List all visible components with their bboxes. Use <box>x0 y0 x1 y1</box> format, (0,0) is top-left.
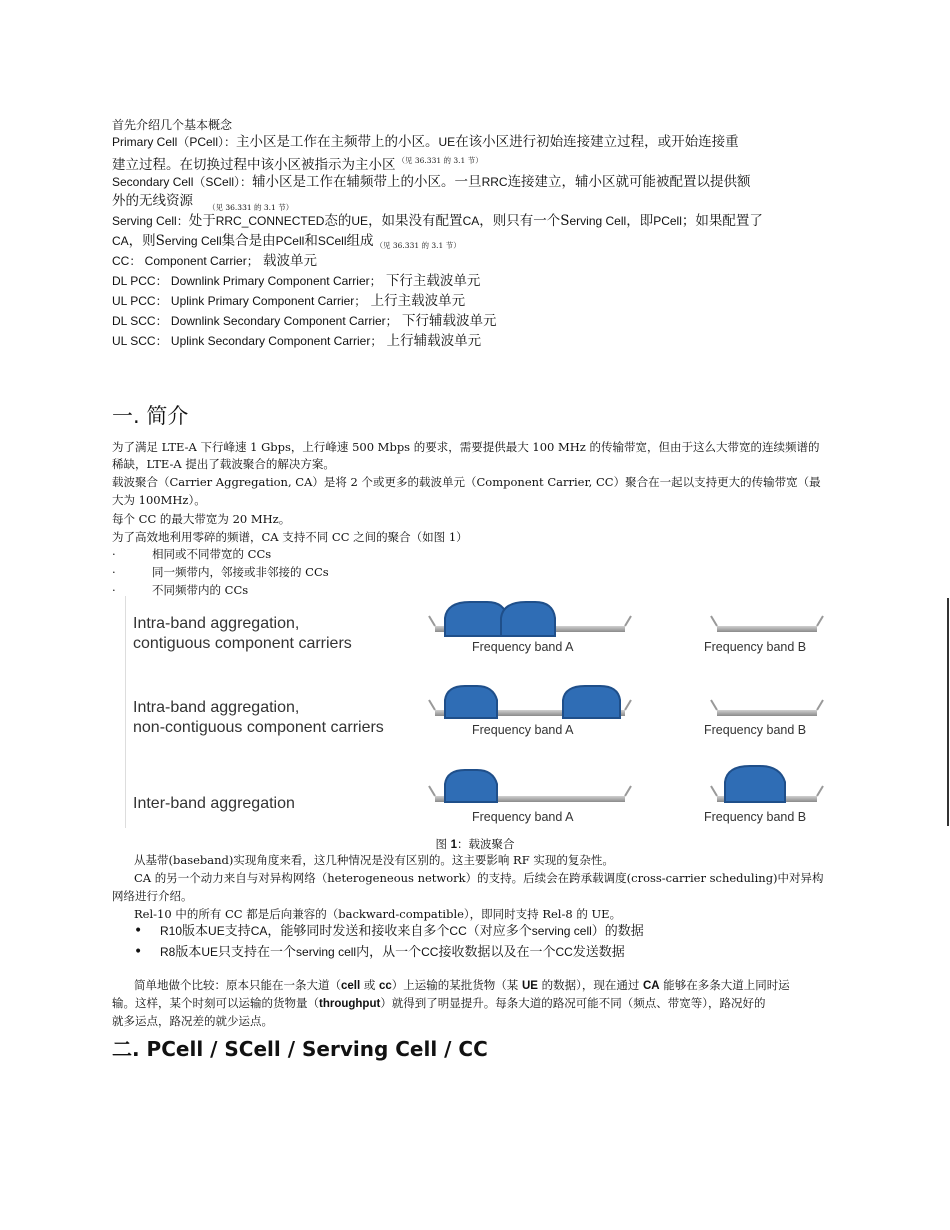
band-tick <box>817 786 823 796</box>
para-4: 为了高效地利用零碎的频谱，CA 支持不同 CC 之间的聚合（如图 1） <box>112 530 468 544</box>
figure-caption: 图 1：载波聚合 <box>435 837 515 851</box>
def-scell-ref: （见 36.331 的 3.1 节） <box>208 203 294 212</box>
list-item: · 不同频带内的 CCs <box>112 583 249 597</box>
para-1b: 稀缺，LTE-A 提出了载波聚合的解决方案。 <box>112 457 335 471</box>
band-b-label: Frequency band B <box>704 640 807 654</box>
bullet-r8: • R8版本UE只支持在一个serving cell内，从一个CC接收数据以及在一个CC发送数据 <box>134 944 625 960</box>
para-3: 每个 CC 的最大带宽为 20 MHz。 <box>112 512 291 526</box>
def-dl-pcc: DL PCC： Downlink Primary Component Carrier； 下行主载波单元 <box>112 273 481 289</box>
para-8b: 输。这样，某个时刻可以运输的货物量（throughput）就得到了明显提升。每条大道的路况可能不同（频点、带宽等），路况好的 <box>112 996 766 1010</box>
list-item: · 同一频带内，邻接或非邻接的 CCs <box>112 565 329 579</box>
para-6b: 网络进行介绍。 <box>112 889 193 903</box>
band-a-label: Frequency band A <box>472 723 574 737</box>
list-item: · 相同或不同带宽的 CCs <box>112 547 272 561</box>
def-scell-line1: Secondary Cell（SCell）：辅小区是工作在辅频带上的小区。一旦RRC连接建立，辅小区就可能被配置以提供额 <box>112 174 751 190</box>
band-b-bar <box>717 626 817 632</box>
band-tick <box>817 700 823 710</box>
para-7: Rel-10 中的所有 CC 都是后向兼容的（backward-compatible），即同时支持 Rel-8 的 UE。 <box>134 907 622 921</box>
def-ul-pcc: UL PCC： Uplink Primary Component Carrier； 上行主载波单元 <box>112 293 466 309</box>
band-tick <box>711 616 717 626</box>
def-scell-line2: 外的无线资源 <box>112 193 193 209</box>
page-edge-rule <box>947 598 949 826</box>
component-carrier <box>445 602 507 636</box>
para-2b: 大为 100MHz）。 <box>112 493 206 507</box>
band-tick <box>817 616 823 626</box>
row1-label: Intra-band aggregation, contiguous component carriers <box>133 615 352 652</box>
figure-graphic <box>125 596 825 828</box>
band-tick <box>625 700 631 710</box>
para-2a: 载波聚合（Carrier Aggregation, CA）是将 2 个或更多的载波单元（Component Carrier, CC）聚合在一起以支持更大的传输带宽（最 <box>112 475 821 489</box>
band-tick <box>429 786 435 796</box>
carrier-aggregation-figure <box>125 596 825 828</box>
section-2-heading: 二. PCell / SCell / Serving Cell / CC <box>112 1037 488 1061</box>
band-b-label: Frequency band B <box>704 723 807 737</box>
intro-heading: 首先介绍几个基本概念 <box>112 118 233 132</box>
component-carrier <box>501 602 555 636</box>
def-pcell-line2: 建立过程。在切换过程中该小区被指示为主小区 $^{(见 36.331 的 3.1 节)}$ <box>112 156 483 173</box>
def-cc: CC： Component Carrier； 载波单元 <box>112 253 318 269</box>
def-pcell-line1: Primary Cell（PCell）：主小区是工作在主频带上的小区。UE在该小区进行初始连接建立过程，或开始连接重 <box>112 134 739 150</box>
row2-label: Intra-band aggregation, non-contiguous component carriers <box>133 699 384 736</box>
para-1a: 为了满足 LTE-A 下行峰速 1 Gbps，上行峰速 500 Mbps 的要求，需要提供最大 100 MHz 的传输带宽，但由于这么大带宽的连续频谱的 <box>112 440 820 454</box>
band-b-label: Frequency band B <box>704 810 807 824</box>
def-serving-line2: CA，则Serving Cell集合是由PCell和SCell组成 $_{(见 36.331 的 3.1 节)}$ <box>112 233 461 250</box>
component-carrier <box>445 770 497 802</box>
band-a-label: Frequency band A <box>472 810 574 824</box>
band-tick <box>625 616 631 626</box>
band-a-label: Frequency band A <box>472 640 574 654</box>
band-tick <box>429 700 435 710</box>
row3-label: Inter-band aggregation <box>133 795 295 812</box>
def-dl-scc: DL SCC： Downlink Secondary Component Carrier； 下行辅载波单元 <box>112 313 497 329</box>
para-8c: 就多运点，路况差的就少运点。 <box>112 1014 273 1028</box>
component-carrier <box>563 686 620 718</box>
band-tick <box>625 786 631 796</box>
para-5: 从基带(baseband)实现角度来看，这几种情况是没有区别的。这主要影响 RF 实现的复杂性。 <box>134 853 614 867</box>
band-tick <box>429 616 435 626</box>
def-ul-scc: UL SCC： Uplink Secondary Component Carrier； 上行辅载波单元 <box>112 333 482 349</box>
component-carrier <box>725 766 785 802</box>
band-tick <box>711 700 717 710</box>
band-b-bar <box>717 710 817 716</box>
para-6a: CA 的另一个动力来自与对异构网络（heterogeneous network）的支持。后续会在跨承载调度(cross-carrier scheduling)中对异构 <box>134 871 824 885</box>
component-carrier <box>445 686 497 718</box>
bullet-r10: • R10版本UE支持CA，能够同时发送和接收来自多个CC（对应多个serving cell）的数据 <box>134 923 644 939</box>
band-tick <box>711 786 717 796</box>
section-1-heading: 一. 简介 <box>112 404 189 428</box>
def-serving-line1: Serving Cell：处于RRC_CONNECTED态的UE，如果没有配置CA，则只有一个Serving Cell，即PCell；如果配置了 <box>112 213 763 229</box>
para-8a: 简单地做个比较：原本只能在一条大道（cell 或 cc）上运输的某批货物（某 UE 的数据），现在通过 CA 能够在多条大道上同时运 <box>134 978 790 992</box>
